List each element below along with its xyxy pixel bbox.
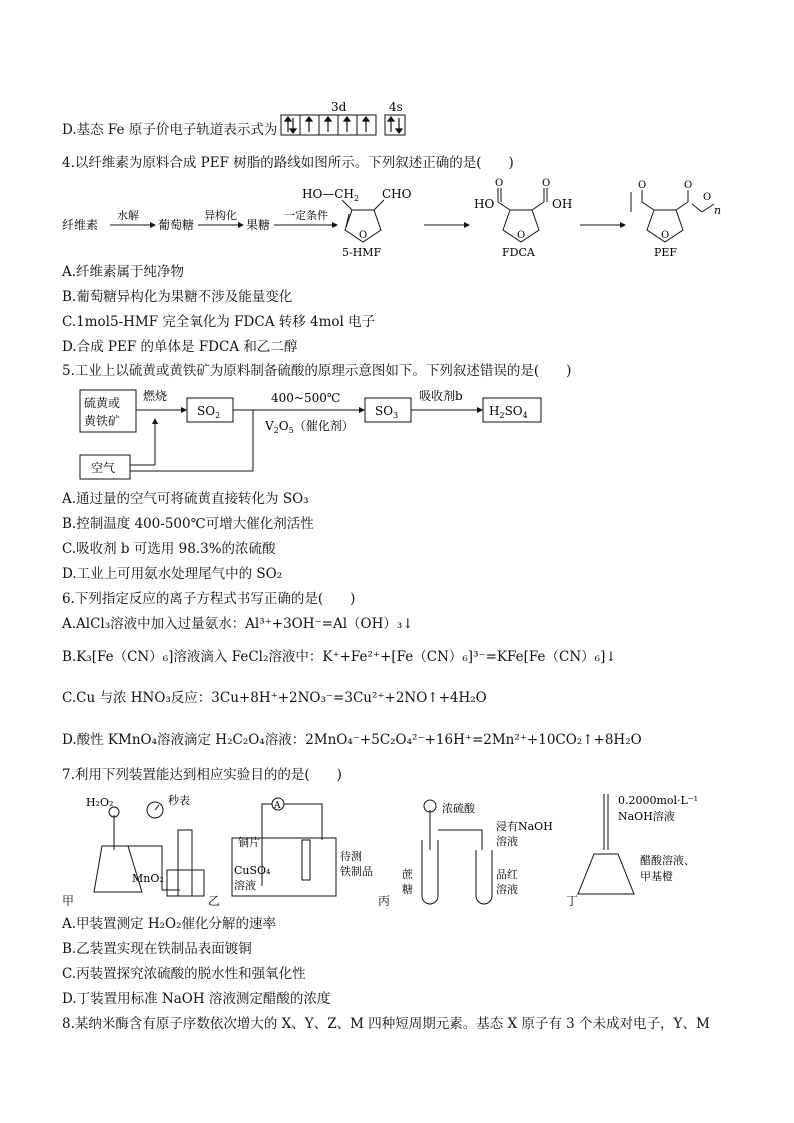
q4-stem: 4.以纤维素为原料合成 PEF 树脂的路线如图所示。下列叙述正确的是( ) [62,155,514,171]
route-cellulose: 纤维素 [62,218,99,232]
naoh-label-1: 浸有NaOH [496,820,553,833]
route-step3: 一定条件 [284,209,328,222]
q6-stem: 6.下列指定反应的离子方程式书写正确的是( ) [62,591,356,607]
q5-flow-diagram [75,385,545,485]
q6-option-b: B.K₃[Fe（CN）₆]溶液滴入 FeCl₂溶液中：K⁺+Fe²⁺+[Fe（CN）₆]³⁻=KFe[Fe（CN）₆]↓ [62,649,617,665]
conc-h2so4-label: 浓硫酸 [442,802,475,815]
hmf-sub2: CHO [382,187,412,201]
catalyst-label: $V_2O_5$（催化剂） [265,419,354,435]
h2so4-label: $H_2SO_4$ [489,404,528,420]
q6-option-c: C.Cu 与浓 HNO₃反应：3Cu+8H⁺+2NO₃⁻=3Cu²⁺+2NO↑+4H₂O [62,690,487,706]
q7-option-d: D.丁装置用标准 NaOH 溶液测定醋酸的浓度 [62,991,331,1007]
q7-option-b: B.乙装置实现在铁制品表面镀铜 [62,941,252,957]
route-step2: 异构化 [204,209,237,222]
q7-option-a: A.甲装置测定 H₂O₂催化分解的速率 [62,916,276,932]
q8-stem: 8.某纳米酶含有原子序数依次增大的 X、Y、Z、M 四种短周期元素。基态 X 原子有 3 个未成对电子，Y、M [62,1016,710,1032]
label-jia: 甲 [62,894,75,908]
sucrose-label-1: 蔗 [402,868,413,881]
label-ding: 丁 [566,894,579,908]
pinhong-label-1: 品红 [496,868,518,881]
sucrose-label-2: 糖 [402,883,413,896]
mno2-label: MnO₂ [132,872,164,885]
ammeter-label: A [274,801,281,811]
acetic-label-2: 甲基橙 [640,870,673,883]
label-3d: 3d [331,100,347,114]
acetic-label-1: 醋酸溶液、 [640,854,695,867]
orbital-4s-box [385,115,405,135]
q4-option-c: C.1mol5-HMF 完全氧化为 FDCA 转移 4mol 电子 [62,314,376,330]
fe-label-2: 铁制品 [340,865,373,878]
label-bing: 丙 [378,894,391,908]
naoh-conc-label-1: 0.2000mol·L⁻¹ [618,794,699,807]
q3-option-d-text: D.基态 Fe 原子价电子轨道表示式为 [62,122,278,138]
q5-stem: 5.工业上以硫黄或黄铁矿为原料制备硫酸的原理示意图如下。下列叙述错误的是( ) [62,363,572,379]
cu-plate-label: 铜片 [238,836,260,849]
route-step1: 水解 [117,209,139,222]
q7-option-c: C.丙装置探究浓硫酸的脱水性和强氧化性 [62,966,306,982]
fdca-name: FDCA [502,246,535,258]
naoh-label-2: 溶液 [496,835,518,848]
q5-option-d: D.工业上可用氨水处理尾气中的 SO₂ [62,566,283,582]
h2o2-label: H₂O₂ [86,796,114,809]
raw-line1: 硫黄或 [84,396,121,410]
route-fructose: 果糖 [246,218,271,232]
svg-text:O: O [638,180,647,191]
pef-structure [631,190,714,242]
pinhong-label-2: 溶液 [496,883,518,896]
label-yi: 乙 [208,894,221,908]
raw-line2: 黄铁矿 [84,414,121,428]
fe-orbital-diagram [279,98,411,140]
fe-label-1: 待测 [340,850,362,863]
route-glucose: 葡萄糖 [158,218,195,232]
pef-name: PEF [654,246,678,258]
burn-label: 燃烧 [143,389,168,403]
so3-label: $SO_3$ [375,404,399,420]
stopwatch-label: 秒表 [168,794,190,807]
cuso4-label-1: CuSO₄ [234,864,271,877]
fdca-right: OH [552,197,573,211]
hmf-sub1: $HO—CH_2$ [302,187,360,203]
pef-n: n [714,204,722,217]
hmf-name: 5-HMF [342,246,382,258]
svg-text:O: O [359,230,368,241]
q6-option-d: D.酸性 KMnO₄溶液滴定 H₂C₂O₄溶液：2MnO₄⁻+5C₂O₄²⁻+16H⁺=2Mn²⁺+10CO₂↑+8H₂O [62,732,642,748]
absorb-label: 吸收剂b [419,389,463,403]
svg-text:O: O [495,178,504,189]
label-4s: 4s [389,100,403,114]
air-label: 空气 [91,461,116,475]
q4-option-d: D.合成 PEF 的单体是 FDCA 和乙二醇 [62,339,298,355]
svg-text:O: O [542,178,551,189]
cuso4-label-2: 溶液 [234,879,256,892]
svg-text:O: O [684,180,693,191]
q5-option-a: A.通过量的空气可将硫黄直接转化为 SO₃ [62,491,309,507]
q4-option-a: A.纤维素属于纯净物 [62,264,185,280]
q6-option-a: A.AlCl₃溶液中加入过量氨水：Al³⁺+3OH⁻=Al（OH）₃↓ [62,616,414,632]
naoh-conc-label-2: NaOH溶液 [618,810,675,823]
q5-option-b: B.控制温度 400-500℃可增大催化剂活性 [62,516,314,532]
q5-option-c: C.吸收剂 b 可选用 98.3%的浓硫酸 [62,541,276,557]
temp-label: 400~500℃ [271,391,341,405]
q7-stem: 7.利用下列装置能达到相应实验目的的是( ) [62,767,342,783]
q3-option-d [62,121,277,139]
svg-text:O: O [661,230,670,241]
fdca-left: HO [474,197,495,211]
q4-option-b: B.葡萄糖异构化为果糖不涉及能量变化 [62,289,293,305]
q7-apparatus-diagram [62,790,742,910]
svg-text:O: O [703,192,712,203]
q4-route-diagram [62,178,722,258]
so2-label: $SO_2$ [197,404,221,420]
svg-text:O: O [517,230,526,241]
